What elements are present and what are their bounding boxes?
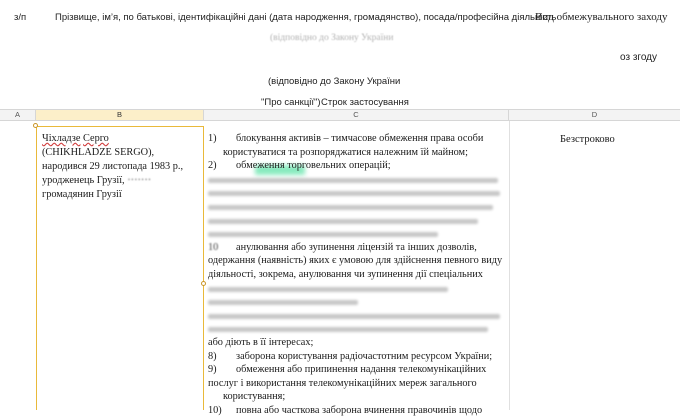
sanction-line: 2) обмеження торговельних операцій; bbox=[208, 160, 391, 172]
person-column-header: Прізвище, ім’я, по батькові, ідентифікаційні дані (дата народження, громадянство), посада/професійна діяльність bbox=[55, 12, 557, 23]
sanction-line: 1) блокування активів – тимчасове обмеження права особи bbox=[208, 133, 484, 144]
sanction-line: 8) заборона користування радіочастотним ресурсом України; bbox=[208, 350, 493, 362]
sanction-line: 10) повна або часткова заборона вчинення правочинів щодо bbox=[208, 404, 483, 416]
sanction-line: 9) обмеження або припинення надання телекомунікаційних bbox=[208, 364, 487, 376]
name-ua-surname: Чіхладзе bbox=[42, 133, 81, 144]
redacted-line bbox=[208, 200, 508, 214]
person-name-ua bbox=[42, 132, 202, 146]
sanction-line: або діють в її інтересах; bbox=[208, 336, 314, 348]
sanction-line: діяльності, зокрема, анулювання чи зупинення дії спеціальних bbox=[208, 268, 483, 280]
law-quote: "Про санкції") bbox=[261, 97, 321, 108]
person-birth-date: народився 29 листопада 1983 р., bbox=[42, 161, 184, 172]
person-name-latin: (CHIKHLADZE SERGO), bbox=[42, 147, 155, 158]
term-cell: Безстроково bbox=[560, 134, 615, 145]
redacted-line bbox=[208, 282, 508, 296]
measure-header-cut: оз згоду bbox=[620, 52, 658, 63]
selection-handle-right[interactable] bbox=[201, 281, 206, 286]
sanctions-cell bbox=[208, 132, 508, 417]
column-divider-c-d bbox=[509, 121, 510, 410]
sanction-line: одержання (наявність) яких є умовою для здійснення певного виду bbox=[208, 255, 503, 267]
sanction-line: 10 анулювання або зупинення ліцензій та інших дозволів, bbox=[208, 241, 477, 253]
redacted-line bbox=[208, 173, 508, 187]
person-origin: уродженець Грузії, ······· bbox=[42, 175, 152, 186]
measure-column-header: Вид обмежувального заходу bbox=[535, 11, 668, 23]
redacted-line bbox=[208, 295, 508, 309]
selection-handle-top[interactable] bbox=[33, 123, 38, 128]
redacted-line bbox=[208, 186, 508, 200]
faded-header-line: (відповідно до Закону України bbox=[270, 33, 394, 43]
column-d-header[interactable]: D bbox=[591, 110, 598, 119]
column-b-header[interactable]: B bbox=[36, 110, 204, 120]
redacted-line bbox=[208, 322, 508, 336]
num-header: з/п bbox=[14, 12, 27, 23]
person-cell bbox=[42, 132, 202, 202]
law-reference: (відповідно до Закону України bbox=[268, 76, 401, 87]
column-a-header[interactable]: A bbox=[0, 110, 36, 120]
column-header-bar bbox=[0, 109, 680, 121]
sanction-line: користуватися та розпоряджатися належним їй майном; bbox=[223, 146, 468, 158]
person-citizenship: громадянин Грузії bbox=[42, 189, 122, 200]
redacted-line bbox=[208, 214, 508, 228]
sanction-line: послуг і використання телекомунікаційних мереж загального bbox=[208, 377, 477, 389]
name-ua-given: Серго bbox=[83, 133, 109, 144]
redacted-line bbox=[208, 309, 508, 323]
term-column-header: Строк застосування bbox=[321, 97, 409, 108]
redacted-line bbox=[208, 227, 508, 241]
column-c-header[interactable]: C bbox=[204, 110, 509, 120]
sanction-line: користування; bbox=[223, 391, 286, 403]
